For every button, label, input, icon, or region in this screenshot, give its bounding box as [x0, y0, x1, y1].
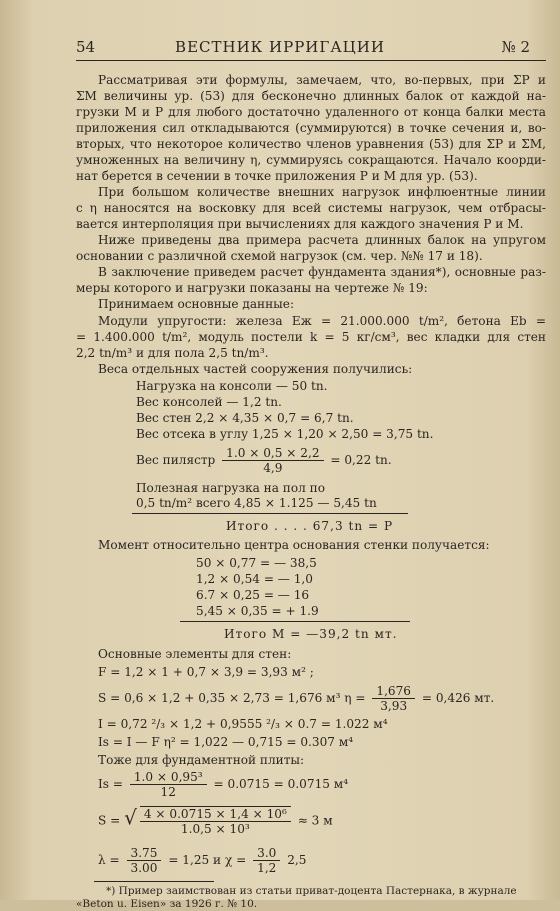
sqrt-sign: √ [124, 805, 137, 830]
fraction-denominator: 4,9 [263, 461, 283, 475]
total-m: Итого М = —39,2 tn мт. [224, 627, 398, 641]
load-line: Полезная нагрузка на пол по [136, 481, 326, 495]
paragraph-line: вается интерполяция при вычислениях для каждого значения Р и М. [76, 217, 524, 231]
equation-s2 [98, 806, 333, 836]
formula-result: = 0,22 tn. [330, 453, 392, 467]
moment-line: 5,45 × 0,35 = + 1.9 [196, 604, 319, 618]
equation-left: S = [98, 813, 121, 828]
moment-line: 50 × 0,77 = — 38,5 [196, 556, 317, 570]
paragraph-line: При большом количестве внешних нагрузок инфлюентные линии [98, 185, 546, 199]
paragraph-line: В заключение приведем расчет фундамента здания*), основные раз- [98, 265, 546, 279]
equation-right: ≈ 3 м [297, 813, 333, 828]
equation-i: I = 0,72 ²/₃ × 1,2 + 0,9555 ²/₃ × 0.7 = 1.022 м⁴ [98, 717, 388, 731]
page-number: 54 [76, 38, 96, 56]
pilaster-formula [136, 446, 392, 475]
fraction [222, 446, 323, 475]
paragraph-line: умноженных на величину η, суммируясь сокращаются. Начало коорди- [76, 153, 546, 167]
paragraph-line: 2,2 tn/m³ и для пола 2,5 tn/m³. [76, 346, 269, 360]
equation-left: S = 0,6 × 1,2 + 0,35 × 2,73 = 1,676 м³ η = [98, 691, 366, 705]
section-heading: Веса отдельных частей сооружения получились: [98, 362, 413, 376]
equation-is: Is = I — F η² = 1,022 — 0,715 = 0.307 м⁴ [98, 735, 354, 749]
paragraph-line: ΣМ величины ур. (53) для бесконечно длинных балок от каждой на- [76, 89, 546, 103]
formula-label: Вес пилястр [136, 453, 216, 467]
section-heading: Основные элементы для стен: [98, 647, 292, 661]
sum-rule [180, 621, 410, 622]
equation-f: F = 1,2 × 1 + 0,7 × 3,9 = 3,93 м² ; [98, 665, 314, 679]
equation-middle: = 1,25 и χ = [168, 853, 247, 867]
equation-right: = 0.0715 = 0.0715 м⁴ [213, 777, 349, 791]
fraction-denominator: 3,93 [380, 699, 408, 713]
fraction [140, 806, 291, 836]
paragraph-line: с η наносятся на восковку для всей системы нагрузок, чем отбрасы- [76, 201, 546, 215]
total-p: Итого . . . . 67,3 tn = P [226, 519, 394, 533]
fraction-denominator: 1.0,5 × 10³ [180, 822, 250, 836]
fraction-denominator: 1,2 [257, 861, 277, 875]
section-heading: Тоже для фундаментной плиты: [98, 753, 305, 767]
fraction [127, 846, 162, 875]
header-rule [76, 60, 546, 61]
load-line: Вес отсека в углу 1,25 × 1,20 × 2,50 = 3,75 tn. [136, 427, 434, 441]
moment-line: 6.7 × 0,25 = — 16 [196, 588, 310, 602]
equation-is2 [98, 770, 348, 799]
paragraph-line: Рассматривая эти формулы, замечаем, что, во-первых, при ΣР и [98, 73, 546, 87]
footnote-rule [94, 881, 214, 882]
fraction-numerator: 3.0 [253, 846, 280, 861]
paragraph-line: грузки М и Р для любого достаточно удаленного от конца балки места [76, 105, 546, 119]
fraction [130, 770, 207, 799]
load-line: Вес консолей — 1,2 tn. [136, 395, 282, 409]
equation-right: 2,5 [287, 853, 307, 867]
fraction [372, 684, 415, 713]
section-heading: Момент относительно центра основания стенки получается: [98, 538, 490, 552]
paragraph-line: меры которого и нагрузки показаны на чертеже № 19: [76, 281, 428, 295]
fraction-numerator: 1,676 [372, 684, 415, 699]
equation-s [98, 684, 494, 713]
fraction-numerator: 1.0 × 0,5 × 2,2 [222, 446, 323, 461]
equation-left: λ = [98, 853, 120, 867]
footnote-line: «Beton u. Eisen» за 1926 г. № 10. [76, 898, 258, 910]
paragraph-line: Модули упругости: железа Eж = 21.000.000 t/m², бетона Eb = [98, 314, 546, 328]
paragraph-line: основании с различной схемой нагрузок (см. чер. №№ 17 и 18). [76, 249, 483, 263]
section-heading: Принимаем основные данные: [98, 297, 295, 311]
paragraph-line: Ниже приведены два примера расчета длинных балок на упругом [98, 233, 546, 247]
journal-title: ВЕСТНИК ИРРИГАЦИИ [175, 38, 385, 56]
moment-line: 1,2 × 0,54 = — 1,0 [196, 572, 313, 586]
sum-rule [132, 513, 408, 514]
running-header [0, 38, 560, 58]
load-line: 0,5 tn/m² всего 4,85 × 1.125 — 5,45 tn [136, 496, 377, 510]
equation-left: Is = [98, 777, 123, 791]
fraction-denominator: 3.00 [130, 861, 158, 875]
issue-number: № 2 [501, 38, 530, 56]
fraction-numerator: 1.0 × 0,95³ [130, 770, 207, 785]
paragraph-line: вторых, что некоторое количество членов уравнения (53) для ΣР и ΣМ, [76, 137, 546, 151]
paragraph-line: приложения сил откладываются (суммируются) в точке сечения и, во- [76, 121, 546, 135]
load-line: Вес стен 2,2 × 4,35 × 0,7 = 6,7 tn. [136, 411, 354, 425]
equation-lambda [98, 846, 306, 875]
load-line: Нагрузка на консоли — 50 tn. [136, 379, 328, 393]
paragraph-line: нат берется в сечении в точке приложения Р и М для ур. (53). [76, 169, 478, 183]
fraction [253, 846, 280, 875]
fraction-numerator: 4 × 0.0715 × 1,4 × 10⁶ [140, 807, 291, 822]
fraction-denominator: 12 [160, 785, 176, 799]
paragraph-line: = 1.400.000 t/m², модуль постели k = 5 кг/см³, вес кладки для стен [76, 330, 546, 344]
footnote-line: *) Пример заимствован из статьи приват-доцента Пастернака, в журнале [106, 885, 517, 897]
equation-right: = 0,426 мт. [421, 691, 495, 705]
fraction-numerator: 3.75 [127, 846, 162, 861]
